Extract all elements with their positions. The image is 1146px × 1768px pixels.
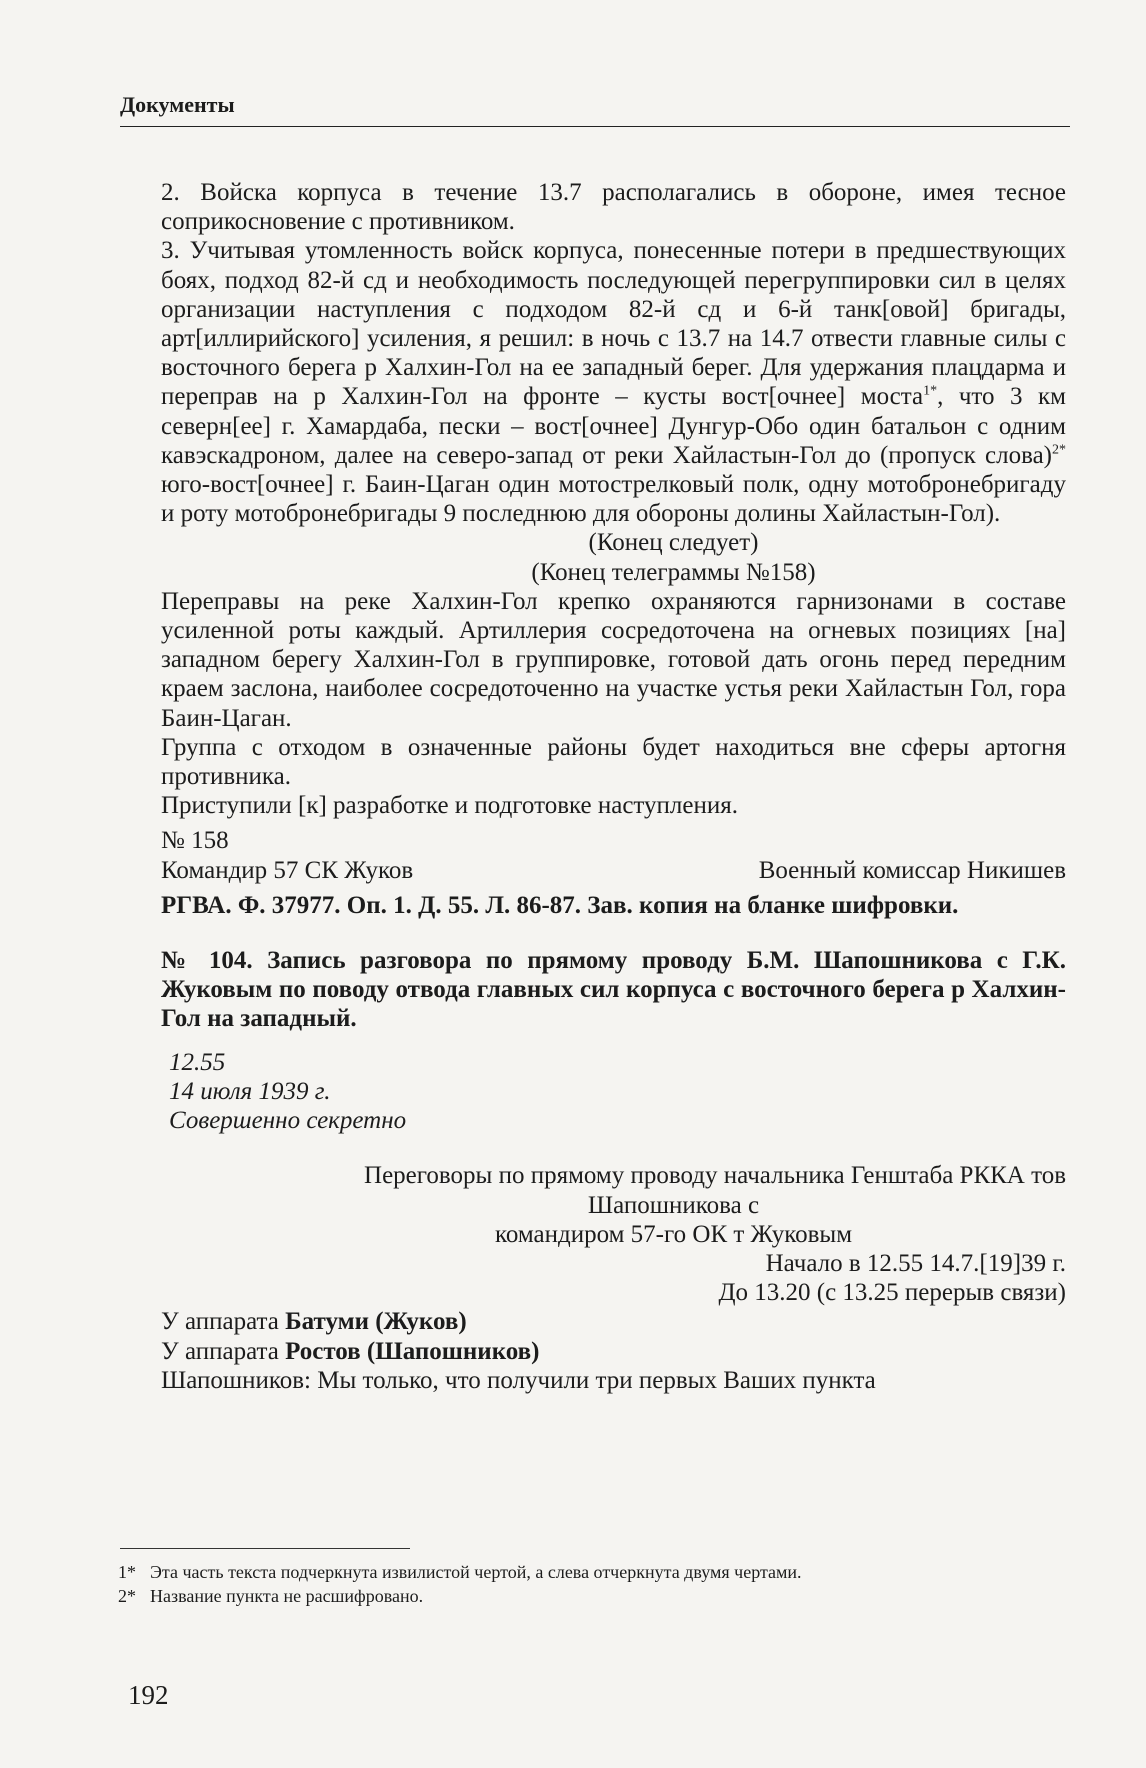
signature-commander: Командир 57 СК Жуков xyxy=(161,856,414,884)
apparatus-rostov xyxy=(161,1337,1066,1366)
paragraph-3-b: , что 3 км северн[ее] г. Хамардаба, пески – вост[очнее] Дунгур-Обо один батальон с одним кавэскадроном, далее на северо-запад от реки Хайластын-Гол до (пропуск слова) xyxy=(161,383,1066,469)
negotiation-line-2: Шапошникова с xyxy=(587,1191,760,1219)
footnote-1-mark: 1* xyxy=(118,1562,136,1582)
body-text xyxy=(161,178,1066,1395)
footnote-2 xyxy=(118,1584,1068,1608)
paragraph-group: Группа с отходом в означенные районы будет находиться вне сферы артогня противника. xyxy=(161,733,1066,791)
footnote-1 xyxy=(118,1560,1068,1584)
paragraph-started: Приступили [к] разработке и подготовке наступления. xyxy=(161,792,738,820)
header-rule xyxy=(120,126,1070,127)
session-end: До 13.20 (с 13.25 перерыв связи) xyxy=(718,1279,1066,1307)
signature-commissar: Военный комиссар Никишев xyxy=(758,856,1066,884)
date-block xyxy=(169,1048,1066,1136)
telegram-end-note: (Конец телеграммы №158) xyxy=(531,558,816,586)
footnote-1-text: Эта часть текста подчеркнута извилистой чертой, а слева отчеркнута двумя чертами. xyxy=(150,1562,802,1582)
apparatus-batumi xyxy=(161,1307,1066,1336)
page-number: 192 xyxy=(128,1680,169,1710)
footnote-2-text: Название пункта не расшифровано. xyxy=(150,1586,424,1606)
paragraph-2: 2. Войска корпуса в течение 13.7 располагались в обороне, имея тесное соприкосновение с противником. xyxy=(161,179,1066,236)
signature-row xyxy=(161,856,1066,885)
paragraph-3-a: 3. Учитывая утомленность войск корпуса, понесенные потери в предшествующих боях, подход 82-й сд и необходимость последующей перегруппировки сил в целях организации наступления с подходом 82-й сд и 6-й танк[овой] бригады, арт[иллирийского] усиления, я решил: в ночь с 13.7 на 14.7 отвести главные силы с восточного берега р Халхин-Гол на ее западный берег. Для удержания плацдарма и переправ на р Халхин-Гол на фронте – кусты вост[очнее] моста xyxy=(161,237,1066,411)
document-title: № 104. Запись разговора по прямому проводу Б.М. Шапошникова с Г.К. Жуковым по поводу отвода главных сил корпуса с восточного берега р Халхин-Гол на западный. xyxy=(161,947,1066,1033)
session-start: Начало в 12.55 14.7.[19]39 г. xyxy=(765,1249,1066,1277)
document-date: 14 июля 1939 г. xyxy=(169,1077,331,1105)
continued-note: (Конец следует) xyxy=(588,529,759,557)
footnote-ref-1: 1* xyxy=(923,384,938,400)
apparatus-rostov-name: Ростов (Шапошников) xyxy=(285,1337,540,1365)
telegram-number: № 158 xyxy=(161,827,229,855)
negotiation-line-3: командиром 57-го ОК т Жуковым xyxy=(494,1220,853,1248)
paragraph-3-c: юго-вост[очнее] г. Баин-Цаган один мотострелковый полк, одну мотобронебригаду и роту мотобронебригады 9 последнюю для обороны долины Хайластын-Гол). xyxy=(161,471,1066,528)
negotiation-line-1: Переговоры по прямому проводу начальника Генштаба РККА тов xyxy=(364,1162,1066,1190)
footnotes xyxy=(118,1560,1068,1608)
running-header: Документы xyxy=(120,92,235,117)
apparatus-batumi-name: Батуми (Жуков) xyxy=(285,1308,467,1336)
archive-source: РГВА. Ф. 37977. Оп. 1. Д. 55. Л. 86-87. Зав. копия на бланке шифровки. xyxy=(161,891,959,919)
footnote-2-mark: 2* xyxy=(118,1586,136,1606)
dialogue-line: Шапошников: Мы только, что получили три первых Ваших пункта xyxy=(161,1366,876,1394)
paragraph-crossings: Переправы на реке Халхин-Гол крепко охраняются гарнизонами в составе усиленной роты каждый. Артиллерия сосредоточена на огневых позициях [на] западном берегу Халхин-Гол в группировке, готовой дать огонь перед передним краем заслона, наиболее сосредоточенно на участке устья реки Хайластын Гол, гора Баин-Цаган. xyxy=(161,587,1066,732)
footnote-ref-2: 2* xyxy=(1052,442,1066,458)
apparatus-rostov-prefix: У аппарата xyxy=(161,1337,286,1365)
footnote-rule xyxy=(120,1548,410,1549)
document-time: 12.55 xyxy=(169,1048,226,1076)
paragraph-3 xyxy=(161,236,1066,528)
secrecy-label: Совершенно секретно xyxy=(169,1107,407,1135)
apparatus-batumi-prefix: У аппарата xyxy=(161,1308,286,1336)
